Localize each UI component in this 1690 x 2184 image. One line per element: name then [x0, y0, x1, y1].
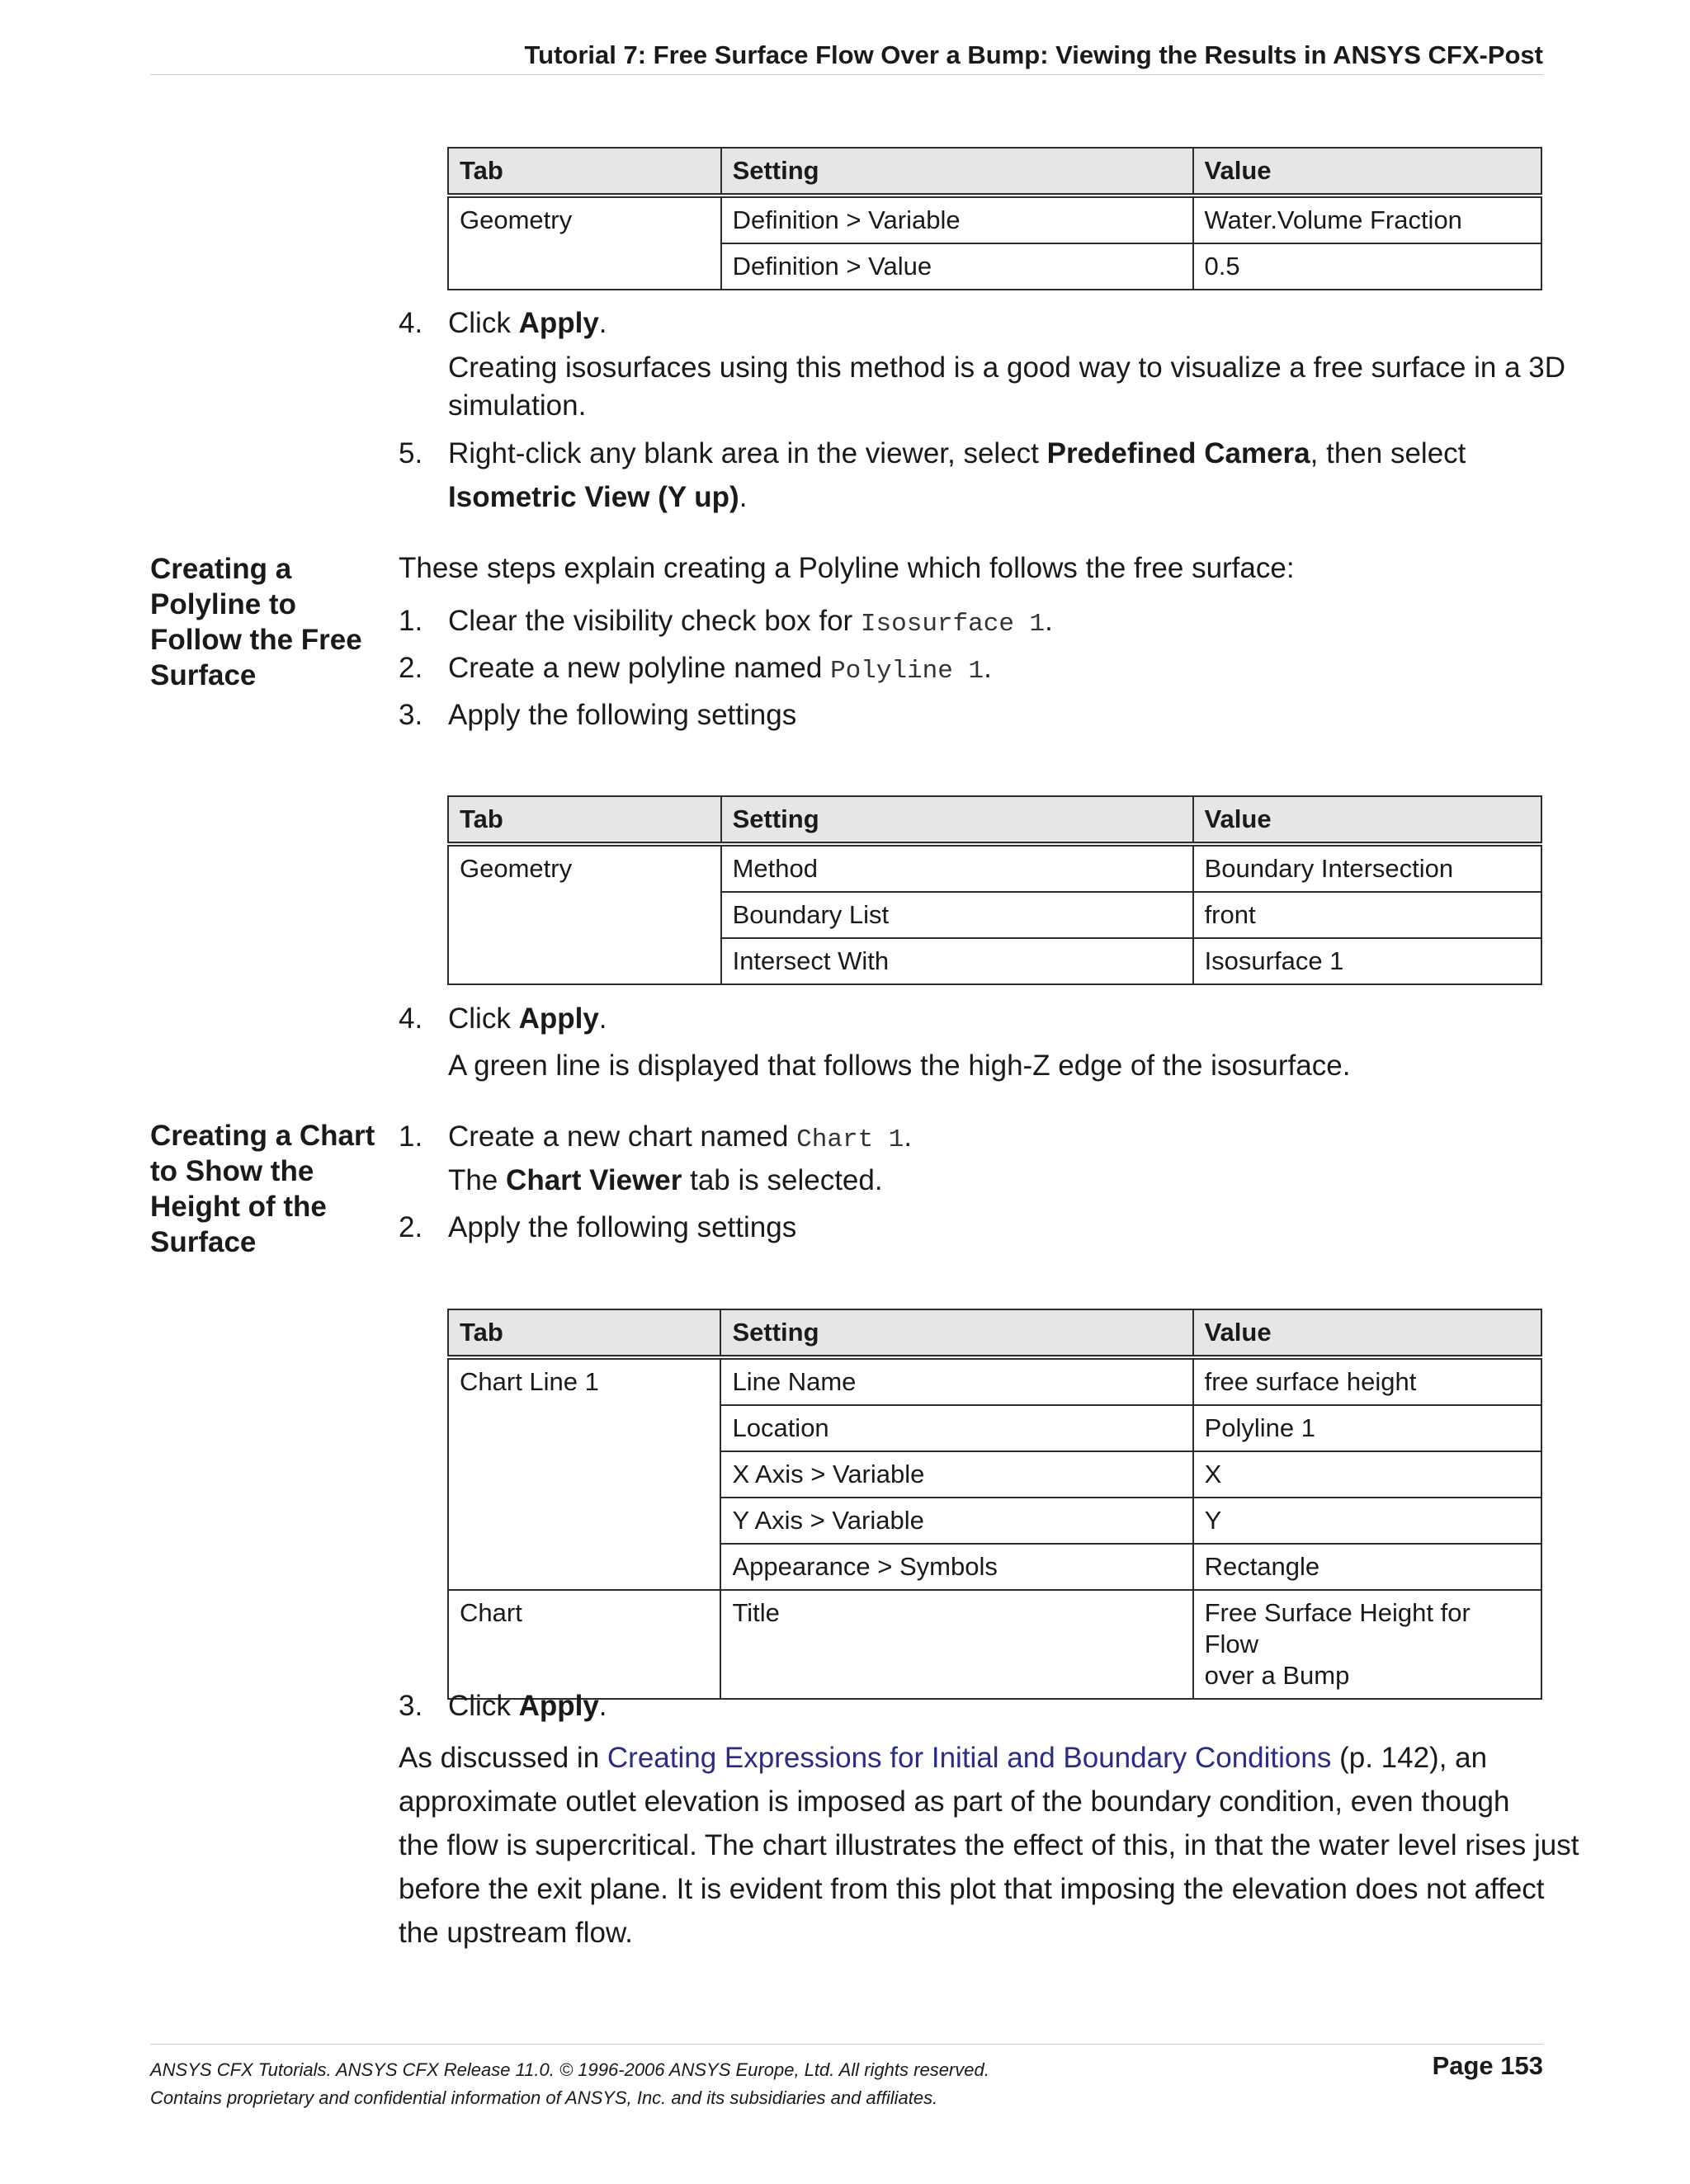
- setting-cell: Title: [720, 1590, 1192, 1699]
- section-heading-polyline: Creating a Polyline to Follow the Free Surface: [150, 553, 362, 691]
- value-cell: Boundary Intersection: [1193, 844, 1541, 892]
- setting-cell: Intersect With: [721, 938, 1193, 984]
- value-cell: Water.Volume Fraction: [1193, 196, 1542, 243]
- value-cell: Isosurface 1: [1193, 938, 1541, 984]
- setting-cell: Boundary List: [721, 892, 1193, 938]
- tab-cell: Chart Line 1: [448, 1357, 720, 1590]
- step-number: 5.: [399, 437, 423, 469]
- tab-cell: Geometry: [448, 844, 721, 984]
- section-heading-chart: Creating a Chart to Show the Height of the Surface: [150, 1120, 375, 1258]
- header-title: Tutorial 7: Free Surface Flow Over a Bump: Viewing the Results in ANSYS CFX-Post: [524, 40, 1543, 69]
- value-cell: Free Surface Height for Flow over a Bump: [1193, 1590, 1541, 1699]
- value-cell: front: [1193, 892, 1541, 938]
- table-row: [448, 196, 1541, 243]
- setting-cell: Definition > Variable: [721, 196, 1193, 243]
- value-cell: Y: [1193, 1498, 1541, 1544]
- tab-cell: Chart: [448, 1590, 720, 1699]
- col-header-value: Value: [1193, 148, 1542, 196]
- value-cell: Polyline 1: [1193, 1405, 1541, 1451]
- tab-cell: Geometry: [448, 196, 721, 290]
- table-header-row: Tab Setting Value: [448, 1309, 1541, 1357]
- setting-cell: Appearance > Symbols: [720, 1544, 1192, 1590]
- chart-settings-table: [447, 1309, 1542, 1700]
- closing-paragraph: As discussed in Creating Expressions for Initial and Boundary Conditions (p. 142), an approximate outlet elevation is imposed as part of the boundary condition, even though the flow is supercritical. The chart illustrates the effect of this, in that the water level rises just before the exit plane. It is evident from this plot that imposing the elevation does not affect the upstream flow.: [399, 1742, 1579, 1949]
- setting-cell: Location: [720, 1405, 1192, 1451]
- setting-cell: Y Axis > Variable: [720, 1498, 1192, 1544]
- value-cell: 0.5: [1193, 243, 1542, 290]
- value-cell: free surface height: [1193, 1357, 1541, 1405]
- step-number: 4.: [399, 307, 423, 339]
- apply-label: Apply: [518, 307, 599, 339]
- table-row: [448, 1357, 1541, 1405]
- setting-cell: Method: [721, 844, 1193, 892]
- value-cell: Rectangle: [1193, 1544, 1541, 1590]
- running-header: [150, 41, 1543, 75]
- isosurface-settings-table: [447, 147, 1542, 290]
- table-header-row: [448, 148, 1541, 196]
- col-header-setting: Setting: [721, 148, 1193, 196]
- col-header-tab: Tab: [448, 148, 721, 196]
- footer-text: ANSYS CFX Tutorials. ANSYS CFX Release 11.0. © 1996-2006 ANSYS Europe, Ltd. All rights reserved. Contains proprietary and confidential information of ANSYS, Inc. and its subsidiaries and affiliates.: [150, 2059, 989, 2108]
- page-number: Page 153: [1432, 2051, 1543, 2080]
- setting-cell: Definition > Value: [721, 243, 1193, 290]
- cross-reference-link[interactable]: Creating Expressions for Initial and Boundary Conditions: [607, 1742, 1332, 1774]
- value-cell: X: [1193, 1451, 1541, 1498]
- setting-cell: X Axis > Variable: [720, 1451, 1192, 1498]
- table-row: [448, 1590, 1541, 1699]
- setting-cell: Line Name: [720, 1357, 1192, 1405]
- footer-rule: [150, 2044, 1543, 2045]
- polyline-settings-table: [447, 795, 1542, 985]
- table-row: [448, 844, 1541, 892]
- table-header-row: Tab Setting Value: [448, 796, 1541, 844]
